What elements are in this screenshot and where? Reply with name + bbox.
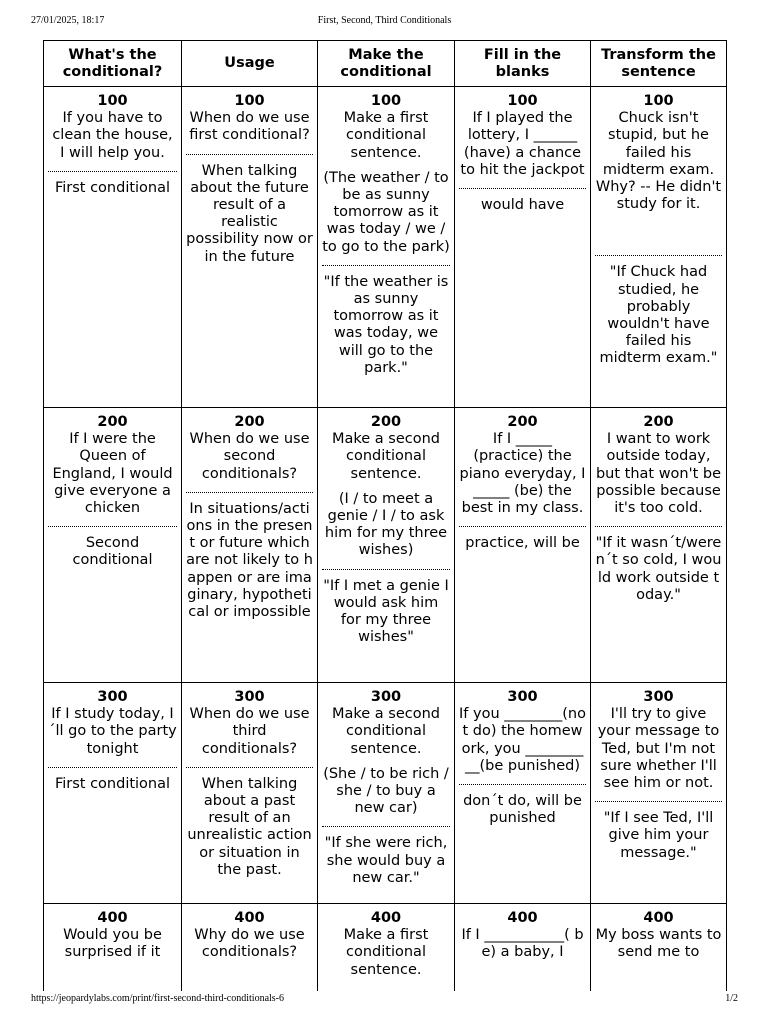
dotted-divider: [322, 826, 450, 827]
board-cell: [317, 408, 454, 682]
dotted-divider: [322, 265, 450, 266]
board-cell: [590, 87, 726, 407]
hint-text: (The weather / to be as sunny tomorrow as it was today / we / to go to the park): [322, 169, 450, 255]
question-text: If I _____ (practice) the piano everyday, I _____ (be) the best in my class.: [459, 431, 586, 517]
jeopardy-board: [43, 40, 727, 991]
print-header: [31, 15, 738, 29]
answer-text: When talking about the future result of a realistic possibility now or in the future: [186, 162, 313, 265]
point-value: 400: [97, 910, 128, 926]
page-number: 1/2: [725, 993, 738, 1004]
dotted-divider: [459, 784, 586, 785]
board-row-400: [44, 904, 726, 991]
answer-text: "If she were rich, she would buy a new car.": [324, 835, 448, 886]
board-cell: [317, 683, 454, 903]
point-value: 200: [370, 414, 402, 430]
board-cell: [181, 683, 317, 903]
dotted-divider: [459, 526, 586, 527]
answer-text: When talking about a past result of an unrealistic action or situation in the past.: [187, 775, 312, 878]
question-text: If you ________(not do) the homework, you __________(be punished): [459, 706, 586, 774]
board-cell: [181, 87, 317, 407]
board-cell: [454, 904, 590, 991]
answer-text: First conditional: [54, 179, 171, 196]
column-header-fill-in-the-blanks: Fill in the blanks: [454, 41, 590, 87]
question-text: Make a second conditional sentence.: [331, 706, 440, 757]
question-text: Chuck isn't stupid, but he failed his midterm exam. Why? -- He didn't study for it.: [595, 110, 722, 213]
answer-text: Second conditional: [72, 535, 153, 569]
question-text: Make a first conditional sentence.: [343, 110, 429, 161]
column-header-make-the-conditional: Make the conditional: [317, 41, 454, 87]
point-value: 300: [97, 689, 128, 705]
dotted-divider: [459, 188, 586, 189]
hint-text: (She / to be rich / she / to buy a new car): [323, 765, 449, 817]
answer-text: "If it wasn´t/weren´t so cold, I would work outside today.": [595, 535, 722, 603]
board-cell: [44, 683, 181, 903]
question-text: If I ___________( be) a baby, I: [461, 927, 584, 961]
board-cell: [590, 683, 726, 903]
dotted-divider: [186, 767, 313, 768]
column-header-whats-the-conditional: What's the conditional?: [44, 41, 181, 87]
dotted-divider: [595, 526, 722, 527]
dotted-divider: [186, 492, 313, 493]
answer-text: would have: [480, 197, 565, 214]
print-datetime: 27/01/2025, 18:17: [31, 15, 105, 26]
point-value: 300: [370, 689, 402, 705]
question-text: If I played the lottery, I ______ (have) a chance to hit the jackpot: [460, 110, 585, 178]
board-cell: [590, 408, 726, 682]
point-value: 200: [234, 414, 265, 430]
point-value: 200: [643, 414, 674, 430]
question-text: I'll try to give your message to Ted, but I'm not sure whether I'll see him or not.: [597, 706, 720, 792]
answer-text: "If I met a genie I would ask him for my three wishes": [323, 577, 449, 646]
point-value: 100: [97, 93, 128, 109]
point-value: 300: [507, 689, 538, 705]
point-value: 100: [643, 93, 674, 109]
column-header-usage: Usage: [181, 41, 317, 87]
board-cell: [317, 904, 454, 991]
question-text: Would you be surprised if it: [63, 927, 162, 961]
question-text: Make a first conditional sentence.: [343, 927, 429, 978]
answer-text: "If the weather is as sunny tomorrow as it was today, we will go to the park.": [323, 273, 449, 376]
question-text: Why do we use conditionals?: [194, 927, 305, 961]
board-cell: [44, 904, 181, 991]
question-text: My boss wants to send me to: [595, 927, 722, 961]
answer-text: In situations/actions in the present or future which are not likely to happen or are imaginary, hypothetical or impossible: [186, 500, 313, 621]
dotted-divider: [48, 171, 177, 172]
board-cell: [454, 87, 590, 407]
point-value: 400: [507, 910, 538, 926]
point-value: 100: [370, 93, 402, 109]
question-text: When do we use first conditional?: [189, 110, 310, 144]
column-headers: [44, 41, 726, 87]
hint-text: (I / to meet a genie / I / to ask him for my three wishes): [324, 490, 448, 559]
point-value: 200: [97, 414, 128, 430]
print-url: https://jeopardylabs.com/print/first-second-third-conditionals-6: [31, 993, 285, 1004]
answer-text: practice, will be: [465, 535, 580, 552]
board-row-200: [44, 408, 726, 683]
column-header-transform-the-sentence: Transform the sentence: [590, 41, 726, 87]
dotted-divider: [595, 801, 722, 802]
point-value: 300: [643, 689, 674, 705]
question-text: If I study today, I´ll go to the party tonight: [48, 706, 177, 757]
question-text: When do we use second conditionals?: [189, 431, 310, 482]
question-text: I want to work outside today, but that won't be possible because it's too cold.: [595, 431, 722, 517]
question-text: When do we use third conditionals?: [189, 706, 310, 757]
board-cell: [44, 408, 181, 682]
question-text: If you have to clean the house, I will help you.: [52, 110, 173, 161]
dotted-divider: [48, 526, 177, 527]
print-footer: [31, 993, 738, 1007]
point-value: 400: [643, 910, 674, 926]
board-cell: [454, 408, 590, 682]
board-cell: [181, 904, 317, 991]
point-value: 400: [234, 910, 265, 926]
point-value: 200: [507, 414, 538, 430]
dotted-divider: [48, 767, 177, 768]
board-cell: [181, 408, 317, 682]
dotted-divider: [595, 255, 722, 256]
board-cell: [44, 87, 181, 407]
point-value: 400: [370, 910, 402, 926]
answer-text: First conditional: [54, 775, 171, 792]
answer-text: don´t do, will be punished: [463, 793, 582, 827]
question-text: Make a second conditional sentence.: [331, 431, 440, 482]
board-cell: [454, 683, 590, 903]
board-cell: [317, 87, 454, 407]
point-value: 100: [507, 93, 538, 109]
board-row-100: [44, 87, 726, 408]
point-value: 300: [234, 689, 265, 705]
answer-text: "If I see Ted, I'll give him your message.": [603, 810, 714, 861]
board-cell: [590, 904, 726, 991]
dotted-divider: [322, 569, 450, 570]
dotted-divider: [186, 154, 313, 155]
answer-text: "If Chuck had studied, he probably wouldn't have failed his midterm exam.": [599, 264, 718, 367]
print-title: First, Second, Third Conditionals: [317, 15, 452, 26]
question-text: If I were the Queen of England, I would give everyone a chicken: [52, 431, 173, 517]
board-row-300: [44, 683, 726, 904]
point-value: 100: [234, 93, 265, 109]
